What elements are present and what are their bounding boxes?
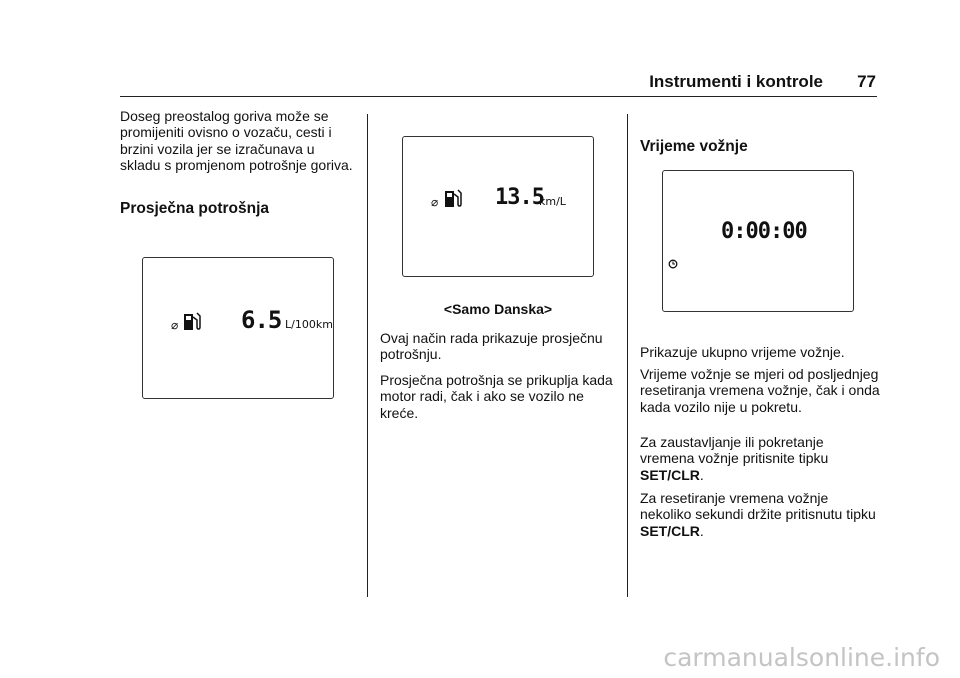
paragraph-mode-description: Ovaj način rada prikazuje prosječnu potrošnju. bbox=[380, 330, 603, 363]
instruction-text: Za resetiranje vremena vožnje nekoliko sekundi držite pritisnutu tipku bbox=[640, 490, 876, 523]
average-symbol: ⌀ bbox=[431, 195, 439, 209]
average-symbol: ⌀ bbox=[171, 318, 179, 332]
header-rule bbox=[120, 96, 877, 97]
punctuation: . bbox=[699, 466, 704, 483]
punctuation: . bbox=[699, 522, 704, 539]
set-clr-key-label: SET/CLR bbox=[640, 522, 700, 539]
fuel-pump-icon bbox=[183, 310, 201, 332]
driving-time-value: 0:00:00 bbox=[721, 219, 807, 244]
page-section-title: Instrumenti i kontrole bbox=[649, 72, 823, 91]
section-heading-average-consumption: Prosječna potrošnja bbox=[120, 200, 270, 217]
fuel-pump-icon bbox=[444, 187, 462, 209]
paragraph-collection-description: Prosječna potrošnja se prikuplja kada motor radi, čak i ako se vozilo ne kreće. bbox=[380, 372, 613, 421]
paragraph-time-measurement: Vrijeme vožnje se mjeri od posljednjeg resetiranja vremena vožnje, čak i onda kada vozilo nije u pokretu. bbox=[640, 366, 880, 415]
column-divider bbox=[627, 114, 628, 597]
consumption-value: 13.5 bbox=[495, 185, 544, 210]
paragraph-stop-start bbox=[640, 434, 880, 483]
consumption-unit: L/100km bbox=[285, 318, 333, 331]
region-caption: <Samo Danska> bbox=[443, 301, 553, 317]
set-clr-key-label: SET/CLR bbox=[640, 466, 700, 483]
watermark: carmanualsonline.info bbox=[663, 643, 940, 672]
consumption-value: 6.5 bbox=[241, 306, 282, 334]
section-heading-driving-time: Vrijeme vožnje bbox=[640, 138, 748, 155]
consumption-unit: km/L bbox=[539, 195, 566, 208]
clock-icon bbox=[668, 259, 678, 269]
paragraph-reset bbox=[640, 490, 880, 539]
average-consumption-display-km bbox=[402, 136, 594, 277]
intro-paragraph: Doseg preostalog goriva može se promijeniti ovisno o vozaču, cesti i brzini vozila jer se izračunava u skladu s promjenom potrošnje goriva. bbox=[120, 108, 353, 173]
average-consumption-display bbox=[142, 257, 334, 399]
column-divider bbox=[367, 114, 368, 597]
instruction-text: Za zaustavljanje ili pokretanje vremena vožnje pritisnite tipku bbox=[640, 434, 829, 467]
driving-time-display bbox=[662, 170, 854, 312]
page-number: 77 bbox=[857, 72, 876, 91]
paragraph-total-time: Prikazuje ukupno vrijeme vožnje. bbox=[640, 344, 845, 360]
